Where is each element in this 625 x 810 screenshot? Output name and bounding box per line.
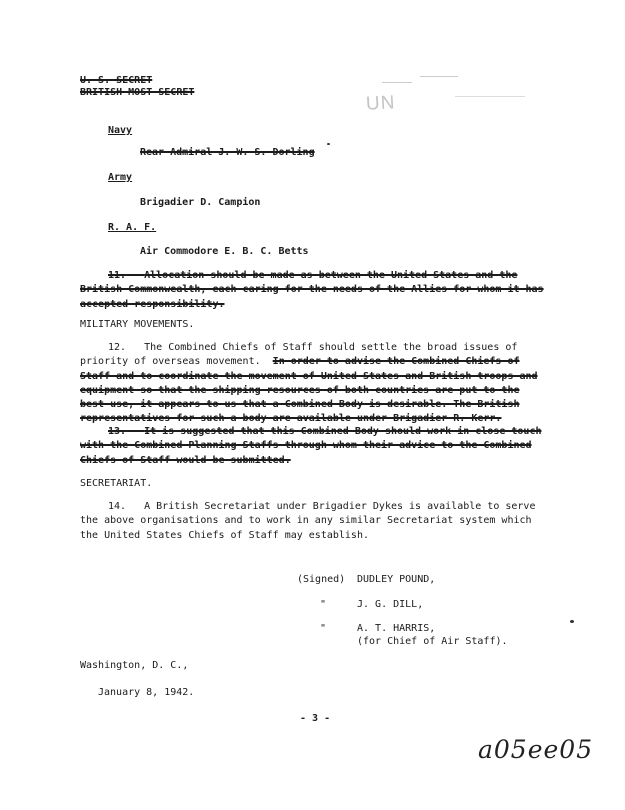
stamp-mark bbox=[455, 96, 525, 97]
paragraph-number: 12. bbox=[108, 342, 127, 353]
page-number: - 3 - bbox=[300, 713, 331, 724]
paragraph-line: the above organisations and to work in any similar Secretariat system which bbox=[80, 515, 532, 527]
army-name: Brigadier D. Campion bbox=[140, 197, 261, 208]
paragraph-number: 14. bbox=[108, 501, 127, 512]
paragraph-line: British Commonwealth, each caring for the needs of the Allies for whom it has bbox=[80, 284, 544, 296]
ditto-mark: " bbox=[320, 623, 327, 634]
paragraph-line: It is suggested that this Combined Body should work in close touch bbox=[144, 426, 542, 437]
classification-us: U. S. SECRET bbox=[80, 75, 153, 86]
raf-name: Air Commodore E. B. C. Betts bbox=[140, 246, 309, 257]
stamp-mark bbox=[382, 82, 412, 83]
signatory-harris: A. T. HARRIS, bbox=[357, 623, 436, 634]
classification-british: BRITISH MOST SECRET bbox=[80, 87, 195, 98]
navy-label: Navy bbox=[108, 125, 133, 136]
paragraph-number: 13. bbox=[108, 426, 127, 437]
paragraph-number: 11. bbox=[108, 270, 127, 281]
paragraph-line: The Combined Chiefs of Staff should settle the broad issues of bbox=[144, 342, 518, 353]
navy-name: Rear Admiral J. W. S. Dorling bbox=[140, 147, 315, 158]
signatory-dill: J. G. DILL, bbox=[357, 599, 424, 610]
section-heading-secretariat: SECRETARIAT. bbox=[80, 478, 153, 489]
paragraph-line: priority of overseas movement. bbox=[80, 356, 261, 368]
struck-line: Staff and to coordinate the movement of United States and British troops and bbox=[80, 370, 538, 382]
signatory-pound: DUDLEY POUND, bbox=[357, 574, 436, 585]
paragraph-line: accepted responsibility. bbox=[80, 298, 225, 310]
date-line: January 8, 1942. bbox=[98, 687, 195, 698]
handwritten-code: a05ee05 bbox=[478, 735, 594, 764]
section-heading-military: MILITARY MOVEMENTS. bbox=[80, 319, 195, 330]
paragraph-14 bbox=[80, 500, 550, 543]
signatory-harris-note: (for Chief of Air Staff). bbox=[357, 636, 508, 647]
paragraph-line: the United States Chiefs of Staff may establish. bbox=[80, 529, 369, 541]
paragraph-13 bbox=[80, 425, 550, 468]
paragraph-line: Chiefs of Staff would be submitted. bbox=[80, 454, 291, 466]
paragraph-line: A British Secretariat under Brigadier Dykes is available to serve bbox=[144, 501, 536, 512]
struck-line: best use, it appears to us that a Combined Body is desirable. The British bbox=[80, 399, 520, 411]
ditto-mark: " bbox=[320, 599, 327, 610]
struck-line: equipment so that the shipping resources of both countries are put to the bbox=[80, 384, 520, 396]
paragraph-line: Allocation should be made as between the United States and the bbox=[144, 270, 518, 281]
army-label: Army bbox=[108, 172, 133, 183]
paragraph-11 bbox=[80, 269, 550, 312]
unclassified-stamp: UN bbox=[365, 92, 396, 115]
stamp-mark bbox=[420, 76, 458, 77]
raf-label: R. A. F. bbox=[108, 222, 157, 233]
struck-line: representatives for such a body are available under Brigadier R. Kerr. bbox=[80, 413, 502, 425]
signed-label: (Signed) bbox=[297, 574, 346, 585]
speck-mark bbox=[327, 143, 330, 145]
paragraph-12 bbox=[80, 341, 550, 427]
place-line: Washington, D. C., bbox=[80, 660, 189, 671]
paragraph-line: with the Combined Planning Staffs through whom their advice to the Combined bbox=[80, 440, 532, 452]
speck-mark bbox=[570, 620, 574, 623]
struck-text: In order to advise the Combined Chiefs of bbox=[272, 356, 520, 368]
